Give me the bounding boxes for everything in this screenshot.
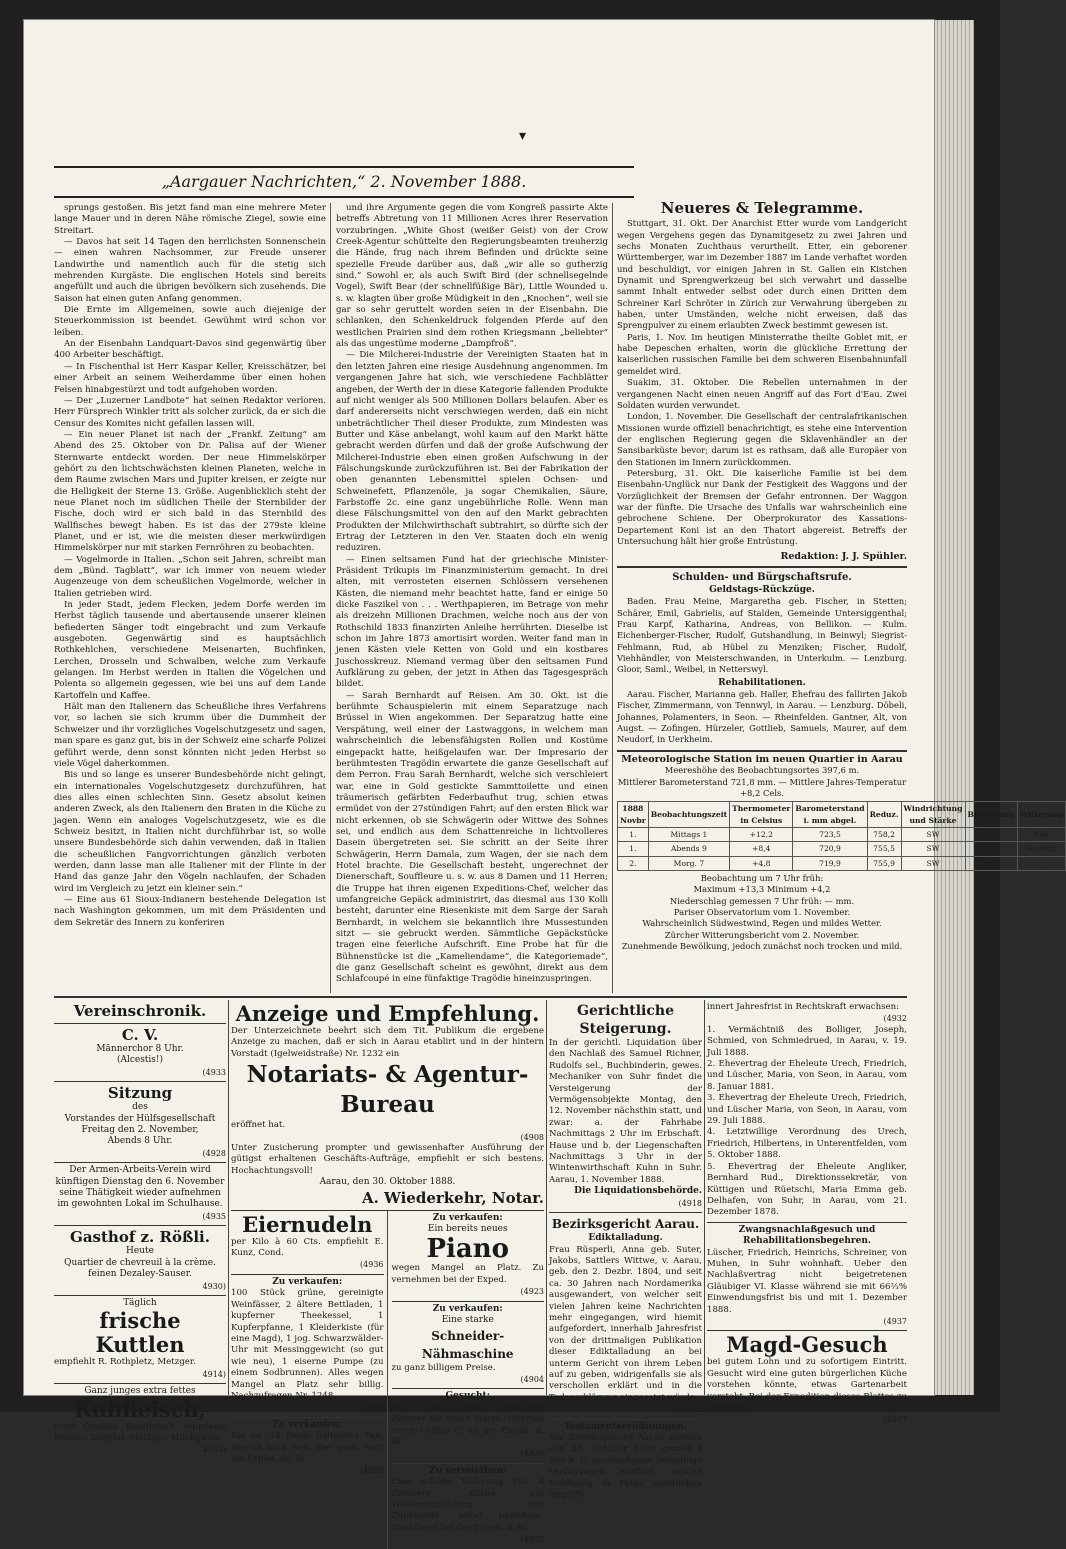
noodles-text: per Kilo à 60 Cts. empfiehlt E. Kunz, Cond. [231,1236,384,1259]
maid-wanted-ad [707,1331,907,1428]
settlement-title: Zwangsnachlaßgesuch und Rehabilitationsbegehren. [738,1224,876,1247]
ad-number: (4928 [202,1148,226,1158]
article-paragraph: — Eine aus 61 Sioux-Indianern bestehende Delegation ist nach Washington gekommen, um mit dem Präsidenten und dem Sekretär des Innern zu konferiren [54,894,326,928]
notary-body: Unter Zusicherung prompter und gewissenhafter Ausführung der gütigst erhaltenen Geschäfts-Aufträge, empfiehlt er sich bestens. Hochachtungsvoll! [231,1143,544,1176]
ad-number: (4933 [202,1067,226,1077]
weather-header: 1888 Novbr [618,802,649,828]
weather-sub-2: Mittlerer Barometerstand 721,8 mm. — Mittlere Jahres-Temperatur +8,2 Cels. [617,776,907,798]
testament-list-item: 2. Ehevertrag der Eheleute Urech, Friedrich, und Lüscher, Maria, von Seon, in Aarau, vom 8. Januar 1881. [707,1059,907,1092]
weather-cell: 2. [618,856,649,870]
editor-line: Redaktion: J. J. Spühler. [617,551,907,567]
weather-header: Witterung [1017,802,1065,828]
weather-row [618,827,1066,841]
sale-ad-1-text: 100 Stück grüne, gereinigte Weinfässer, 2 ältere Bettladen, 1 kupferner Theekessel, 1 Kupferpfanne, 1 Kleiderkiste (für eine Magd), 1 jog. Schwarzwälder-Uhr mit Messinggewicht (so gut wie neu), 1 eiserne Pumpe (zu einem Sodbrunnen). Alles wegen Mangel an Platz sehr billig. Nachzufragen Nr. 1248. [231,1288,384,1401]
ad-number: (4889 [360,1466,384,1476]
rent-ad [392,1464,545,1549]
ads-divider [54,996,907,998]
sewing-text: zu ganz billigem Preise. [391,1362,496,1373]
page-edges [934,20,974,1395]
weather-header: Barometerstand i. mm abgel. [793,802,867,828]
maid-title: Magd-Gesuch [726,1332,888,1358]
rehabilitations-text: Aarau. Fischer, Marianna geb. Haller, Ehefrau des fallirten Jakob Fischer, Zimmermann, von Tennwyl, in Aarau. — Lenzburg. Döbeli, Johannes, Polamenters, in Seon. — Rheinfelden. Gantner, Alt, von Augst. — Zofingen. Hürzeler, Gottlieb, Samuels, Maurer, auf dem Neudorf, in Uerkheim. [617,689,907,745]
page-header: „Aargauer Nachrichten,“ 2. November 1888. [54,166,634,198]
weather-cell: 86 [965,842,1017,856]
club-ad-title: C. V. [121,1026,159,1044]
ads-rule [546,1000,547,1395]
article-paragraph: — Einen seltsamen Fund hat der griechische Minister-Präsident Trikupis im Finanzministerium gemacht. In drei alten, mit verrosteten eisernen Schlössern versehenen Kästen, die niemand mehr beachtet hatte, fand er einige 50 dicke Faszikel von . . . Werthpapieren, im Betrage von mehr als dreizehn Millionen Drachmen, welche noch aus der von Rothschild 1833 finanzirten Anleihe herrührten. Dieselbe ist schon im Jahre 1873 amortisirt worden. Weiter fand man in jenen Kästen viele Ketten von Gold und ein kostbares Juschosskreuz. Niemand vermag über den seltsamen Fund Aufklärung zu geben, der jetzt in Athen das Tagesgespräch bildet. [336,554,608,690]
piano-text: wegen Mangel an Platz. Zu vernehmen bei der Exped. [391,1263,544,1285]
bankruptcy-withdrawals-title: Geldstags-Rückzüge. [709,585,815,595]
ad-number: (4904 [520,1374,544,1384]
weather-row [618,856,1066,870]
sale-ad-1-title: Zu verkaufen: [272,1276,343,1287]
sale-ad-2-title: Zu verkaufen: [272,1419,343,1430]
weather-cell: SW [901,827,965,841]
article-paragraph: — Vogelmorde in Italien. „Schon seit Jahren, schreibt man dem „Bünd. Tagblatt“, war ich immer von neuem wieder Augenzeuge von dem scheußlichen Vogelmorde, welcher in Italien getrieben wird. [54,554,326,599]
ads-column-3 [549,1000,702,1501]
article-paragraph: — Der „Luzerner Landbote“ hat seinen Redaktor verloren. Herr Fürsprech Winkler tritt als solcher zurück, da er sich die Censur des Komites nicht gefallen lassen will. [54,395,326,429]
weather-cell: 1. [618,827,649,841]
club-ad [54,1082,226,1163]
telegram-item: Petersburg, 31. Okt. Die kaiserliche Familie ist bei dem Eisenbahn-Unglück nur Dank der Festigkeit des Waggons und der Vorzüglichkeit der Bremsen der Gefahr entronnen. Der Waggon war der fünfte. Die Ursache des Unfalls war wahrscheinlich eine gebrochene Schiene. Der Oberprokurator des Kassations-Departement Koni ist an den Thatort abgereist. Betreffs der Untersuchung hält hier große Entrüstung. [617,467,907,546]
notary-bureau-title: Notariats- & Agentur-Bureau [246,1061,529,1119]
ad-number: (4832 [520,1535,544,1545]
weather-cell: „ [1017,856,1065,870]
weather-notes [617,873,907,952]
column-rule [612,203,613,993]
testament-list-item: 4. Letztwillige Verordnung des Urech, Friedrich, Hilbertens, in Unterentfelden, vom 5. Oktober 1888. [707,1127,907,1161]
article-paragraph: Bis und so lange es unserer Bundesbehörde nicht gelingt, ein internationales Vogelschutzgesetz durchzuführen, hat dies alles einen schlechten Sinn. Gesetz absolut keinen anderen Zweck, als den Italienern den Braten in die Küche zu jagen. Wenn ein analoges Vogelschutzgesetz, wie es die Schweiz besitzt, in Italien nicht durchführbar ist, so wolle unsere Bundesbehörde sich dahin verwenden, daß in Italien die scheußlichen Fangvorrichtungen gänzlich verboten werden, dann lasse man alle Italiener mit der Flinte in der Hand das ganze Jahr den Vögeln nachlaufen, der Schaden wird im Vergleich zu jetzt ein kleiner sein.“ [54,770,326,894]
telegram-item: London, 1. November. Die Gesellschaft der centralafrikanischen Missionen wurde offiziell benachrichtigt, es stehe eine Intervention der englischen Regierung gegen die Sklavenhändler an der Sansibarküste bevor; darum ist es rathsam, daß alle Europäer von den Stationen im Innern zurückkommen. [617,411,907,467]
club-ad-line: Freitag den 2. November, [81,1125,199,1136]
ad-number: 4934) [202,1445,226,1455]
weather-header: Thermometer in Celsius [730,802,793,828]
wanted-title: Gesucht: [445,1391,491,1402]
ads-subcolumns [231,1211,544,1549]
auction-title: Gerichtliche Steigerung. [577,1003,674,1037]
article-paragraph: sprungs gestoßen. Bis jetzt fand man eine mehrere Meter lange Mauer und in deren Nähe römische Ziegel, sowie eine Streitart. [54,203,326,236]
sewing-head: Zu verkaufen: [432,1303,503,1314]
article-paragraph: — Die Milcherei-Industrie der Vereinigten Staaten hat in den letzten Jahren eine riesige Ausdehnung angenommen. Im vergangenen Jahre hat sich, wie verschiedene Fachblätter angeben, der Werth der in diese Kategorie fallenden Produkte auf nicht weniger als 500 Millionen Dollars belaufen. Aber es darf andererseits nicht verschwiegen werden, daß ein nicht unbeträchtlicher Theil dieser Produkte, zum Mindesten was Butter und Käse anbelangt, wohl kaum auf den Markt hätte gebracht werden dürfen und daß der große Aufschwung der Milcherei-Industrie eben einen großen Aufschwung in der Fälschungskunde zurückzuführen ist. Bei der Fabrikation der oben genannten Lebensmittel spielen Ochsen- und Schweinefett, Pflanzenöle, ja sogar Chemikalien, Säure, Farbstoffe 2c. eine ganz ungebührliche Rolle. Wenn man diese Fälschungsmittel von den auf den Markt gebrachten Produkten der Milchwirthschaft subtrahirt, so dürfte sich der Ertrag der Letzteren in den Ver. Staaten doch ein wenig reduziren. [336,350,608,554]
club-ad-line: Vorstandes der Hülfsgesellschaft [64,1113,216,1124]
notary-signature: A. Wiederkehr, Notar. [361,1188,544,1207]
telegram-item: Stuttgart, 31. Okt. Der Anarchist Etter wurde vom Landgericht wegen Vergehens gegen das Dynamitgesetz zu zwei Jahren und sechs Monaten Zuchthaus verurtheilt. Etter, ein geborener Württemberger, war im Dezember 1887 im Lande verhaftet worden und beschuldigt, vor einigen Jahren in St. Gallen ein Kistchen Dynamit und Sprengwerkzeug bei sich verwahrt und dasselbe sammt Inhalt entweder selbst oder durch einen Dritten dem Schreiner Karl Schröter in Zürich zur Verwahrung übergeben zu haben, unter Umständen, welche nicht erweisen, daß das Sprengpulver zu einem erlaubten Zweck bestimmt gewesen ist. [617,218,907,331]
maid-text: bei gutem Lohn und zu sofortigem Eintritt. Gesucht wird eine guten bürgerlichen Küche vorstehen könnte, etwas Gartenarbeit versteht. Bei der Expedition dieses Blattes zu erfragen. [707,1357,907,1413]
article-paragraph: und ihre Argumente gegen die vom Kongreß passirte Akte betreffs Abtretung von 11 Millionen Acres ihrer Reservation vorzubringen. „White Ghost (weißer Geist) von der Crow Creek-Agentur schüttelte den Regierungsbeamten treuherzig die Hände, frug nach ihrem Befinden und drückte seine spezielle Freude darüber aus, daß „wir alle so gutherzig sind.“ Sowohl er, als auch Swift Bird (der schnellsegelnde Vogel), Swift Bear (der schnellfüßige Bär), Little Wounded u. s. w. klagten über große Müdigkeit in den „Knochen“, weil sie gar so sehr geruttelt worden seien in der Eisenbahn. Die schlanken, den Schenkeldruck folgenden Pferde auf den westlichen Prairien sind dem rothen Kriegsmann „beliebter“ als das ungestüme moderne „Dampfroß“. [336,203,608,350]
club-chronicle-title: Vereinschronik. [73,1002,207,1020]
club-ad-title: Gasthof z. Rößli. [70,1228,210,1247]
piano-title: Piano [426,1234,510,1265]
ad-number: (4932 [883,1014,907,1024]
newspaper-page [24,20,1064,1545]
weather-header: Bewölkung [965,802,1017,828]
auction-ad [549,1000,702,1213]
club-ad-line: Ganz junges extra fettes [84,1386,196,1397]
club-ad-title: Sitzung [107,1084,173,1103]
weather-cell: Morg. 7 [648,856,729,870]
club-ad-line: (Alcestis!) [116,1055,164,1066]
ad-number: (4923 [520,1287,544,1297]
weather-cell: +12,2 [730,827,793,841]
ads-column-2 [231,1000,544,1545]
telegrams-title: Neueres & Telegramme. [660,199,864,217]
weather-cell: hell [1017,827,1065,841]
article-paragraph: Die Ernte im Allgemeinen, sowie auch diejenige der Steuerkommission ist beendet. Gewühmt wird schon vor leiben. [54,305,326,338]
weather-cell: 55 [965,827,1017,841]
column-1 [54,203,326,991]
weather-cell: 755,9 [867,856,901,870]
ad-number: (4936 [360,1260,384,1270]
testament-list-item: 5. Ehevertrag der Eheleute Angliker, Bernhard Rud., Direktionssekretär, von Küttigen und Rüetschi, Maria Emma geb. Delhafen, von Suhr, in Aarau, vom 21. Dezember 1878. [707,1161,907,1218]
ads-column-1 [54,1000,226,1455]
club-ad-title: Kuhfleisch, [73,1396,207,1422]
weather-sub-1: Meereshöhe des Beobachtungsortes 397,6 m. [664,765,860,776]
weather-note: Wahrscheinlich Südwestwind, Regen und mildes Wetter. [642,918,882,929]
sale-ad-2-text: Ein ca. 18 Saum haltendes Faß, bereits noch neu. Bei wem, sagt die Exped. ds. Bl. [231,1431,384,1464]
weather-table [617,801,1066,871]
weather-cell: 723,5 [793,827,867,841]
weather-header: Reduz. [867,802,901,828]
sewing-machine-ad [392,1302,545,1390]
settlement-ad [707,1223,907,1332]
weather-note: Zunehmende Bewölkung, jedoch zunächst noch trocken und mild. [621,940,903,951]
weather-cell: bewölkt. [1017,842,1065,856]
notary-ad-intro: Der Unterzeichnete beehrt sich dem Tit. Publikum die ergebene Anzeige zu machen, daß er sich in Aarau etablirt und in der hintern Vorstadt (Igelweidstraße) Nr. 1232 ein [231,1026,544,1059]
weather-note: Pariser Observatorium vom 1. November. [673,906,851,917]
weather-cell: 720,9 [793,842,867,856]
testament-continued [707,1000,907,1223]
article-paragraph: — In Fischenthal ist Herr Kaspar Keller, Kreisschätzer, bei einer Arbeit an seinem Weiherdamme über einen hohen Felsen hinabgestürzt und todt aufgehoben worden. [54,361,326,395]
weather-cell: SW [901,842,965,856]
telegram-item: Paris, 1. Nov. Im heutigen Ministerrathe theilte Goblet mit, er habe Depeschen erhalten, worin die glückliche Errettung der kaiserlichen russischen Familie bei dem schweren Eisenbahnunfall gemeldet wird. [617,331,907,376]
article-paragraph: — Ein neuer Planet ist nach der „Frankf. Zeitung“ am Abend des 25. Oktober von Dr. Palisa auf der Wiener Sternwarte entdeckt worden. Der neue Himmelskörper gehört zu den lichtschwächsten kleinen Planeten, welche in dem Raume zwischen Mars und Jupiter kreisen, er zeigte nur die Helligkeit der Sterne 13. Größe. Augenblicklich steht der neue Planet noch im südlichen Theile der Sternbilder der Fische, doch wird er sich bald in das Sternbild des Wallfisches bewegt haben. Es ist das der 279ste kleine Planet, und er ist, wie die meisten dieser merkwürdigen Himmelskörper nur mit starken Fernröhren zu beobachten. [54,429,326,554]
piano-sub: Ein bereits neues [427,1224,508,1235]
testament-text: Vor Bezirksgericht Aarau wurden den 26. Oktober 1888 gemäß § 960 b. G. nachstehende lehtwillige Verfügungen eröffnet, welche Eröffnung in Folge rechtlichen Angriffs [549,1433,702,1501]
article-paragraph: — Sarah Bernhardt auf Reisen. Am 30. Okt. ist die berühmte Schauspielerin mit einem Separatzuge nach Brüssel in Wien angekommen. Der Separatzug hatte eine Verspätung, weil einer der Lastwaggons, in welchem man wahrscheinlich die lebensfähigsten Rollen und Kostüme eingepackt hatte, heißgelaufen war. Der Impresario der berühmtesten Tragödin erwartete die ganze Gesellschaft auf dem Perron. Frau Sarah Bernhardt, welche sich verschleiert war, eine in Gold gestickte Sammttoilette und einen träumerisch gefärbten Federbaufhut trug, schien etwas ermüdet von der 27stündigen Fahrt; auf den ersten Blick war nicht erkennen, ob sie Schwägerin oder Wittwe des Sohnes sei, und endlich aus dem Schattenreiche in lichtvolleres Dasein übergetreten sei. Sie schritt an der Seite ihrer Schwägerin, Herrn Damala, zum Wagen, der sie nach dem Hotel brachte. Die Gesellschaft besteht, ungerechnet der Dienerschaft, Souffleure u. s. w. aus 8 Damen und 11 Herren; die Truppe hat ihren eigenen Expeditions-Chef, welcher das umfangreiche Gepäck administrirt, das diesmal aus 130 Kolli besteht, darunter eine Riesenkiste mit dem Sarge der Sarah Bernhardt, in welchem sie bekanntlich ihre Mussestunden sitzt — sie gebruckt werden. Sämmtliche Gepäckstücke tragen eine feierliche Aufschrift. Eine Probe hat für die Bühnenstücke ist die „Kameliendame“, die Kategoriemade“, die ganz Gesellschaft scheint es gewöhnt, direkt aus dem Schlafcoupé in eine fünfaktige Tragödie hineinzuspringen. [336,690,608,985]
weather-cell: SW [901,856,965,870]
weather-cell: +4,8 [730,856,793,870]
weather-cell: 755,5 [867,842,901,856]
club-ad [54,1296,226,1384]
notary-place: Aarau, den 30. Oktober 1888. [319,1177,456,1188]
testament-list [707,1025,907,1219]
column-rule [330,203,331,993]
testament-list-item: 1. Vermächtniß des Bolliger, Joseph, Schmied, von Schmiedrued, in Aarau, v. 19. Juli 1888. [707,1024,907,1058]
wanted-text: Ein freundliches, möblirtes Zimmer für einen Herrn. Offerten unter Chiffre C. an die Exped. d. Bl. [391,1402,544,1447]
ad-number: (4908 [520,1132,544,1142]
article-paragraph: In jeder Stadt, jedem Flecken, jedem Dorfe werden im Herbst täglich tausende und abertausende unserer kleinen befiederten Sänger todt eingebracht und zum Verkaufe ausgeboten. Gegenwärtig sind es hauptsächlich Rothkehlchen, verschiedene Meisenarten, Buchfinken, Lerchen, Drosseln und Schwalben, welche zum Verkaufe gelangen. Im Herbst werden in Italien die Vögelchen und Polenta so allgemein gegessen, wie bei uns auf dem Lande Kartoffeln und Kaffee. [54,600,326,701]
weather-row [618,842,1066,856]
article-paragraph: Hält man den Italienern das Scheußliche ihres Verfahrens vor, so lachen sie sich krumm über die Dummheit der Schweizer und ihr vorzügliches Vogelschutzgesetz und sagen, man spare es ganz gut, bis in der Schweiz eine scharfe Polizei geführt werde, denn sonst könnten nicht jeden Herbst so viele Vögel daherkommen. [54,702,326,769]
ad-number: (4935 [202,1211,226,1221]
club-ad-line: Heute [126,1246,154,1257]
weather-cell: Mittags 1 [648,827,729,841]
testament-title: Testamentseröffnungen. [564,1421,687,1432]
ads-column-4 [707,1000,907,1425]
ad-number: (4907 [883,1415,907,1425]
weather-station-title: Meteorologische Station im neuen Quartier in Aarau [617,750,907,765]
edict-text: Frau Rüsperli, Anna geb. Suter, Jakobs, Sattlers Wittwe, v. Aarau, geb. den 2. Dezbr. 1804, und seit ca. 30 Jahren nach Nordamerika ausgewandert, von welcher seit vielen Jahren keine Nachrichten mehr eingegangen, wird hiemit aufgefordert, innerhalb Jahresfrist von der drittmaligen Publikation dieser Ediktalladung an bei unterm Gericht von ihrem Leben auf zu geben, widrigenfalls sie als verschollen erklärt und in die Todeserklärung eingesetzt würde. [549,1244,702,1403]
ad-number: (4926 [520,1449,544,1459]
ads-subcolumn-left [231,1211,388,1549]
club-ad-line: Männerchor 8 Uhr. [96,1044,184,1054]
club-ad-line: Der Armen-Arbeits-Verein wird künftigen Dienstag den 6. November seine Thätigkeit wieder aufnehmen im gewohnten Lokal im Schulhause. [55,1165,225,1210]
club-ad [54,1163,226,1226]
weather-header: Windrichtung und Stärke [901,802,965,828]
weather-note: Niederschlag gemessen 7 Uhr früh: — mm. [669,895,855,906]
club-ad-title: frische Kuttlen [95,1308,185,1358]
article-paragraph: — Davos hat seit 14 Tagen den herrlichsten Sonnenschein — einen wahren Nachsommer, zur Freude unserer Landwirthe und namentlich auch für die stetig sich mehrenden Kurgäste. Die englischen Hotels sind bereits angefüllt und auch die übrigen bevölkern sich zusehends. Die Saison hat einen guten Anfang genommen. [54,237,326,304]
weather-cell: 758,2 [867,827,901,841]
notary-opened: eröffnet hat. [231,1120,286,1131]
column-2 [336,203,608,991]
telegram-item: Suakim, 31. Oktober. Die Rebellen unternahmen in der vergangenen Nacht einen neuen Angriff auf das Fort d'Eau. Zwei Soldaten wurden verwundet. [617,377,907,410]
telegram-list [617,218,907,547]
wanted-ad [392,1389,545,1463]
piano-ad [392,1211,545,1302]
noodles-ad [231,1211,384,1275]
rent-title: Zu vermiethen: [429,1465,507,1476]
notary-ad [231,1000,544,1211]
weather-note: Zürcher Witterungsbericht vom 2. November. [664,929,860,940]
weather-cell: 719,9 [793,856,867,870]
ad-number: (4937 [883,1316,907,1326]
weather-note: Beobachtung um 7 Uhr früh: [700,872,824,883]
rent-text: Eine schöne Wohnung von 4 Zimmern, Küche mit Wassereinrichtung und Zubehörde, sofort beziehbar. Nachfrage bei der Exped. d. Bl. [391,1477,544,1533]
testament-list-item: 3. Ehevertrag der Eheleute Urech, Friedrich, und Lüscher Maria, von Seon, in Aarau, vom 29. Juli 1888. [707,1093,907,1127]
settlement-text: Lüscher, Friedrich, Heinrichs, Schreiner, von Muhen, in Suhr wohnhaft. Ueber den Nachlaßvertrag nicht beigetretenen Gläubiger VI. Klasse während sie mit 66⅔% Einwendungsfrist bis und mit 1. Dezember 1888. [707,1247,907,1315]
piano-head: Zu verkaufen: [432,1212,503,1223]
ad-number: (4931 [678,1405,702,1415]
notary-ad-title: Anzeige und Empfehlung. [235,1001,540,1026]
sewing-title: Schneider-Nähmaschine [421,1328,514,1361]
ad-number: 4914) [202,1369,226,1379]
edict-title: Ediktalladung. [588,1233,663,1244]
ad-number: 4930) [202,1281,226,1291]
club-ad-line: Täglich [123,1297,157,1308]
auction-signature: Die Liquidationsbehörde. [574,1186,702,1197]
weather-cell: Abends 9 [648,842,729,856]
page-mark: ▾ [519,128,527,144]
club-ad [54,1226,226,1296]
weather-cell: +8,4 [730,842,793,856]
debt-notices-title: Schulden- und Bürgschaftsrufe. [672,571,852,583]
sale-ad-1 [231,1275,384,1418]
court-ad [549,1213,702,1420]
club-ad [54,1024,226,1082]
weather-note: Maximum +13,3 Minimum +4,2 [693,884,831,895]
bankruptcy-text: Baden. Frau Meine, Margaretha geb. Fischer, in Stetten; Schärer, Emil, Gabrielis, auf Stalden, Gemeinde Untersiggenthal; Frau Karpf, Katharina, Andreas, von Bellikon. — Kulm. Eichenberger-Fischer, Rudolf, Gutshandlung, in Beinwyl; Siegrist-Fehlmann, Rud, ab Hübel zu Menziken; Fischer, Rudolf, Viehhändler, von Meisterschwanden, in Unterkulm. — Lenzburg. Gloor, Saml., Weibel, in Netterswyl. [617,596,907,675]
testament-continued-text: innert Jahresfrist in Rechtskraft erwachsen: [707,1002,900,1012]
column-3 [617,199,1064,991]
club-ad-line: Quartier de chevreuil à la crème. [64,1257,216,1268]
ads-rule [704,1000,705,1395]
ad-number: (4809 [360,1403,384,1413]
court-title: Bezirksgericht Aarau. [551,1217,700,1232]
auction-text: In der gerichtl. Liquidation über den Nachlaß des Samuel Richner, Rudolfs sel., Buchbinderin, gewes. Mechaniker von Suhr findet die Versteigerung der Vermögensobjekte Montag, den 12. November nächsthin statt, und zwar: a. der Fahrhabe Nachmittags 2 Uhr im Erbschaft. Hause und b. der Liegenschaften Nachmittags 3 Uhr in der Wintenwirthschaft Kuhn in Suhr. Aarau, 1. November 1888. [549,1038,702,1185]
rehabilitations-title: Rehabilitationen. [718,677,806,688]
club-ad-line: feinen Dezaley-Sauser. [88,1269,192,1280]
testament-ad [549,1420,702,1505]
club-ad-tail: erste Qualität Rindfleisch, empfiehlt bestens Siegrist, Metzger, Milchgasse. [54,1421,226,1443]
club-ad-line: Abends 8 Uhr. [107,1136,173,1147]
club-ad-line: des [132,1102,148,1113]
sale-ad-2 [231,1418,384,1480]
weather-cell: 1. [618,842,649,856]
ads-rule [228,1000,229,1395]
article-paragraph: An der Eisenbahn Landquart-Davos sind gegenwärtig über 400 Arbeiter beschäftigt. [54,339,326,361]
club-ad-tail: empfiehlt R. Rothpletz, Metzger. [54,1357,196,1368]
ads-subcolumn-right [392,1211,545,1549]
sewing-sub: Eine starke [441,1315,494,1326]
ad-number: (4918 [678,1198,702,1208]
weather-cell: 90 [965,856,1017,870]
weather-header: Beobachtungszeit [648,802,729,828]
club-ad [54,1384,226,1459]
noodles-title: Eiernudeln [242,1211,373,1237]
club-ad [54,1000,226,1024]
